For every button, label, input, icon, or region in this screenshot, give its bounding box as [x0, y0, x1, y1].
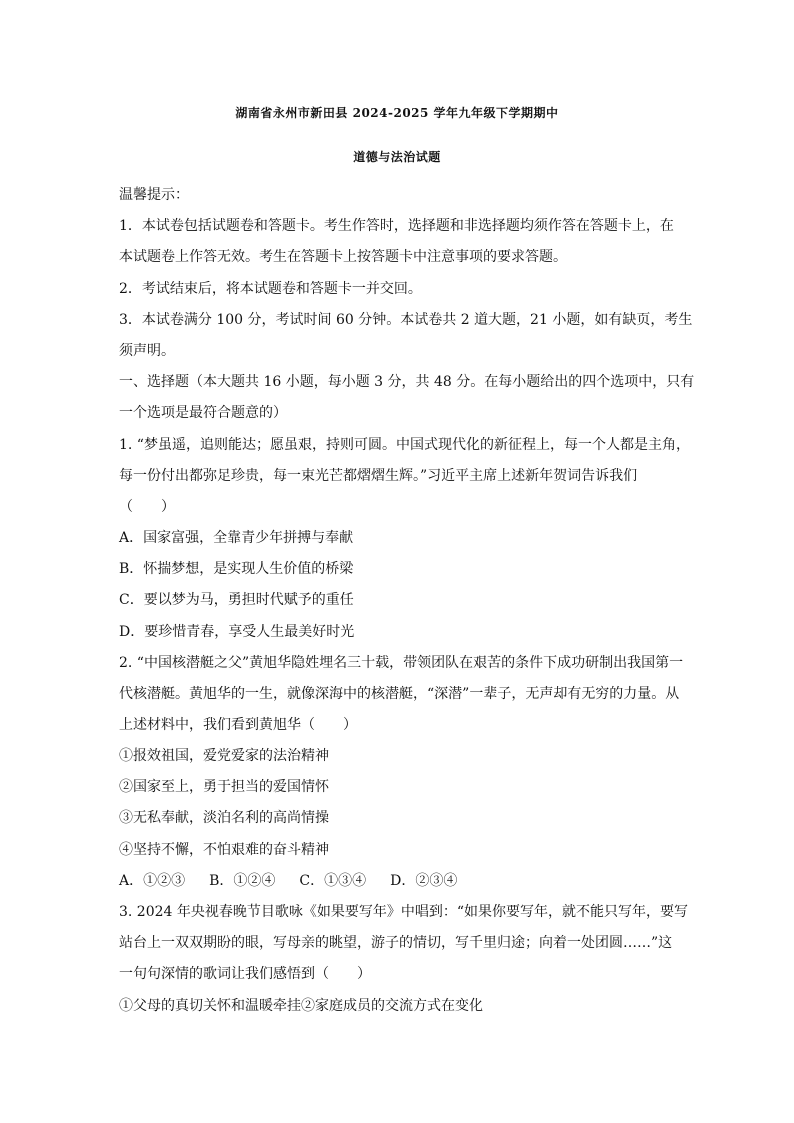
question-2-item-4: ④坚持不懈，不怕艰难的奋斗精神	[119, 842, 329, 858]
question-3-items-1-2: ①父母的真切关怀和温暖牵挂②家庭成员的交流方式在变化	[119, 998, 483, 1014]
question-2-item-2: ②国家至上，勇于担当的爱国情怀	[119, 779, 329, 795]
notice-item-1: 1．本试卷包括试题卷和答题卡。考生作答时，选择题和非选择题均须作答在答题卡上，在	[119, 218, 674, 234]
question-3-stem-end: 一句句深情的歌词让我们感悟到（ ）	[119, 966, 371, 982]
section-heading: 一、选择题（本大题共 16 小题，每小题 3 分，共 48 分。在每小题给出的四个选项中，只有	[119, 374, 695, 390]
question-1-option-d: D．要珍惜青春，享受人生最美好时光	[119, 624, 355, 640]
question-2-item-1: ①报效祖国，爱党爱家的法治精神	[119, 748, 329, 764]
question-1-blank: （ ）	[119, 499, 175, 515]
question-3-stem-cont: 站台上一双双期盼的眼，写母亲的眺望，游子的情切，写千里归途；向着一处团圆……”这	[119, 935, 673, 951]
question-2-option-a: A．①②③	[119, 873, 186, 889]
question-2-item-3: ③无私奉献，淡泊名利的高尚情操	[119, 810, 329, 826]
notice-item-1-cont: 本试题卷上作答无效。考生在答题卡上按答题卡中注意事项的要求答题。	[119, 249, 567, 265]
question-3-stem: 3. 2024 年央视春晚节目歌咏《如果要写年》中唱到：“如果你要写年，就不能只写年，要写	[119, 904, 689, 920]
question-2-stem-cont: 代核潜艇。黄旭华的一生，就像深海中的核潜艇，“深潜”一辈子，无声却有无穷的力量。从	[119, 686, 680, 702]
question-2-stem: 2. “中国核潜艇之父”黄旭华隐姓埋名三十载，带领团队在艰苦的条件下成功研制出我国第一	[119, 655, 684, 671]
question-2-options	[119, 871, 481, 891]
question-1-option-a: A．国家富强，全靠青少年拼搏与奉献	[119, 530, 354, 546]
notice-item-3: 3．本试卷满分 100 分，考试时间 60 分钟。本试卷共 2 道大题，21 小题，如有缺页，考生	[119, 312, 693, 328]
section-heading-cont: 一个选项是最符合题意的）	[119, 405, 287, 421]
exam-title: 湖南省永州市新田县 2024-2025 学年九年级下学期期中	[235, 106, 559, 120]
question-1-stem-cont: 每一份付出都弥足珍贵，每一束光芒都熠熠生辉。”习近平主席上述新年贺词告诉我们	[119, 468, 638, 484]
notice-item-3-cont: 须声明。	[119, 343, 175, 359]
question-2-option-d: D．②③④	[390, 873, 458, 889]
notice-heading: 温馨提示：	[119, 187, 189, 203]
question-2-option-c: C．①③④	[299, 873, 367, 889]
exam-subject-title: 道德与法治试题	[353, 150, 441, 164]
question-2-stem-end: 上述材料中，我们看到黄旭华（ ）	[119, 717, 357, 733]
question-2-option-b: B．①②④	[209, 873, 276, 889]
question-1-stem: 1. “梦虽遥，追则能达；愿虽艰，持则可圆。中国式现代化的新征程上，每一个人都是主角，	[119, 437, 690, 453]
notice-item-2: 2．考试结束后，将本试题卷和答题卡一并交回。	[119, 281, 422, 297]
question-1-option-b: B．怀揣梦想，是实现人生价值的桥梁	[119, 561, 354, 577]
question-1-option-c: C．要以梦为马，勇担时代赋予的重任	[119, 592, 354, 608]
